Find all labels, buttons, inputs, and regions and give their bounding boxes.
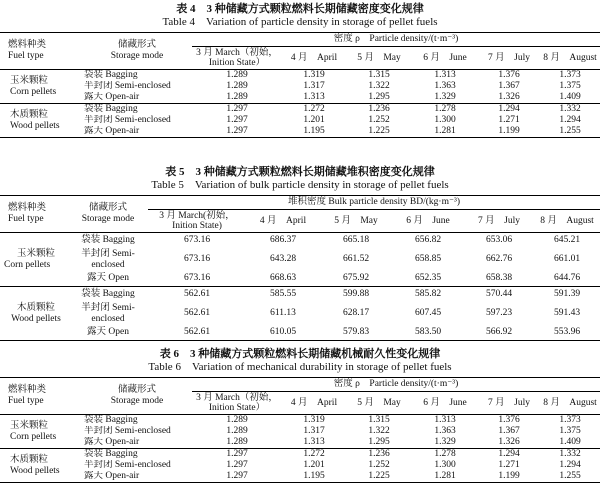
table-row bbox=[0, 81, 600, 92]
value-cell: 1.375 bbox=[559, 81, 581, 91]
value-cell: 643.28 bbox=[269, 254, 297, 264]
fuel-type-cell: 木质颗粒 Wood pellets bbox=[0, 449, 82, 483]
value-cell: 658.85 bbox=[414, 254, 442, 264]
value-cell: 1.278 bbox=[434, 104, 456, 114]
value-cell: 1.199 bbox=[478, 471, 540, 483]
month-header: 5 月 May bbox=[346, 392, 412, 415]
value-cell: 1.294 bbox=[498, 449, 520, 459]
table-row bbox=[0, 70, 600, 82]
value-cell: 607.45 bbox=[414, 308, 442, 318]
value-cell: 668.63 bbox=[246, 272, 320, 287]
month-header: 6 月 June bbox=[392, 210, 464, 233]
month-header: 4 月 April bbox=[282, 392, 346, 415]
fuel-type-cell: 木质颗粒 Wood pellets bbox=[0, 287, 68, 341]
value-cell: 652.35 bbox=[392, 272, 464, 287]
value-cell: 1.326 bbox=[478, 92, 540, 104]
value-cell: 1.195 bbox=[282, 471, 346, 483]
value-cell: 599.88 bbox=[342, 288, 370, 299]
storage-mode-cell: 露天 Open-air bbox=[82, 126, 192, 138]
value-cell: 579.83 bbox=[320, 326, 392, 341]
month-header: 3 月 March(初始，Inition State) bbox=[148, 210, 246, 233]
value-cell: 1.236 bbox=[368, 104, 390, 114]
storage-mode-cell: 半封闭 Semi-enclosed bbox=[84, 426, 171, 436]
value-cell: 1.289 bbox=[192, 92, 282, 104]
value-cell: 1.271 bbox=[498, 460, 520, 470]
table-row bbox=[0, 92, 600, 104]
value-cell: 1.297 bbox=[192, 126, 282, 138]
month-header: 4 月 April bbox=[246, 210, 320, 233]
value-cell: 1.272 bbox=[303, 449, 325, 459]
caption-en: Table 6 Variation of mechanical durability in storage of pellet fuels bbox=[148, 361, 452, 373]
storage-mode-cell: 半封闭 Semi-enclosed bbox=[84, 115, 171, 125]
value-cell: 1.289 bbox=[192, 437, 282, 449]
table-row bbox=[0, 415, 600, 427]
storage-mode-cell: 半封闭 Semi-enclosed bbox=[81, 302, 135, 324]
storage-mode-cell: 半封闭 Semi-enclosed bbox=[81, 248, 135, 270]
value-cell: 1.332 bbox=[559, 104, 581, 114]
value-cell: 570.44 bbox=[485, 288, 513, 299]
value-cell: 591.39 bbox=[553, 288, 581, 299]
value-cell: 656.82 bbox=[414, 234, 442, 245]
table-5 bbox=[0, 166, 600, 341]
value-cell: 665.18 bbox=[342, 234, 370, 245]
caption-en: Table 4 Variation of particle density in storage of pellet fuels bbox=[162, 16, 438, 28]
table-caption bbox=[0, 166, 600, 192]
table-4 bbox=[0, 3, 600, 138]
value-cell: 1.319 bbox=[303, 70, 325, 80]
month-header: 6 月 June bbox=[412, 392, 478, 415]
value-cell: 1.199 bbox=[478, 126, 540, 138]
caption-zh: 表 4 3 种储藏方式颗粒燃料长期储藏密度变化规律 bbox=[176, 3, 424, 15]
header-fuel-type: 燃料种类 Fuel type bbox=[0, 378, 82, 415]
value-cell: 1.315 bbox=[368, 415, 390, 425]
caption-en: Table 5 Variation of bulk particle density in storage of pellet fuels bbox=[151, 179, 449, 191]
table-row bbox=[0, 104, 600, 116]
table-row bbox=[0, 287, 600, 302]
header-fuel-type: 燃料种类 Fuel type bbox=[0, 196, 68, 233]
fuel-type-cell: 玉米颗粒 Corn pellets bbox=[0, 415, 82, 449]
value-cell: 1.294 bbox=[559, 115, 581, 125]
value-cell: 583.50 bbox=[392, 326, 464, 341]
value-cell: 1.376 bbox=[498, 415, 520, 425]
value-cell: 553.96 bbox=[534, 326, 600, 341]
value-cell: 1.300 bbox=[434, 115, 456, 125]
storage-mode-cell: 袋装 Bagging bbox=[84, 415, 138, 425]
value-cell: 1.317 bbox=[303, 81, 325, 91]
fuel-type-cell: 玉米颗粒 Corn pellets bbox=[0, 70, 82, 104]
value-cell: 1.317 bbox=[303, 426, 325, 436]
value-cell: 1.363 bbox=[434, 81, 456, 91]
value-cell: 673.16 bbox=[183, 234, 211, 245]
value-cell: 1.409 bbox=[540, 92, 600, 104]
value-cell: 1.297 bbox=[226, 460, 248, 470]
data-table bbox=[0, 377, 600, 483]
storage-mode-cell: 袋装 Bagging bbox=[84, 70, 138, 80]
storage-mode-cell: 袋装 Bagging bbox=[84, 104, 138, 114]
storage-mode-cell: 露天 Open-air bbox=[82, 471, 192, 483]
value-cell: 1.289 bbox=[226, 70, 248, 80]
value-cell: 661.01 bbox=[553, 254, 581, 264]
value-cell: 673.16 bbox=[148, 272, 246, 287]
month-header: 6 月 June bbox=[412, 47, 478, 70]
header-storage-mode: 储藏形式 Storage mode bbox=[82, 33, 192, 70]
value-cell: 597.23 bbox=[485, 308, 513, 318]
value-cell: 1.272 bbox=[303, 104, 325, 114]
value-cell: 1.363 bbox=[434, 426, 456, 436]
value-cell: 658.38 bbox=[464, 272, 534, 287]
storage-mode-cell: 半封闭 Semi-enclosed bbox=[84, 81, 171, 91]
value-cell: 1.373 bbox=[559, 415, 581, 425]
data-table bbox=[0, 32, 600, 138]
value-cell: 610.05 bbox=[246, 326, 320, 341]
storage-mode-cell: 袋装 Bagging bbox=[84, 449, 138, 459]
value-cell: 662.76 bbox=[485, 254, 513, 264]
table-row bbox=[0, 460, 600, 471]
value-cell: 675.92 bbox=[320, 272, 392, 287]
value-cell: 1.373 bbox=[559, 70, 581, 80]
value-cell: 1.297 bbox=[226, 449, 248, 459]
value-cell: 1.255 bbox=[540, 126, 600, 138]
header-storage-mode: 储藏形式 Storage mode bbox=[68, 196, 148, 233]
value-cell: 1.313 bbox=[282, 437, 346, 449]
month-header: 3 月 March（初始，Inition State） bbox=[192, 392, 282, 415]
value-cell: 611.13 bbox=[270, 308, 296, 318]
value-cell: 1.297 bbox=[226, 104, 248, 114]
value-cell: 661.52 bbox=[342, 254, 370, 264]
table-6 bbox=[0, 348, 600, 483]
value-cell: 1.319 bbox=[303, 415, 325, 425]
table-row bbox=[0, 471, 600, 483]
table-caption bbox=[0, 348, 600, 374]
value-cell: 1.297 bbox=[226, 115, 248, 125]
header-measure: 密度 ρ Particle density/(t·m⁻³) bbox=[192, 33, 600, 47]
table-caption bbox=[0, 3, 600, 29]
month-header: 7 月 July bbox=[478, 392, 540, 415]
value-cell: 1.297 bbox=[192, 471, 282, 483]
table-row bbox=[0, 437, 600, 449]
header-storage-mode: 储藏形式 Storage mode bbox=[82, 378, 192, 415]
value-cell: 1.201 bbox=[303, 115, 325, 125]
header-measure: 密度 ρ Particle density/(t·m⁻³) bbox=[192, 378, 600, 392]
month-header: 5 月 May bbox=[346, 47, 412, 70]
table-row bbox=[0, 233, 600, 248]
table-row bbox=[0, 248, 600, 272]
storage-mode-cell: 袋装 Bagging bbox=[81, 234, 135, 245]
value-cell: 1.281 bbox=[412, 126, 478, 138]
value-cell: 562.61 bbox=[183, 308, 211, 318]
value-cell: 566.92 bbox=[464, 326, 534, 341]
table-row bbox=[0, 115, 600, 126]
value-cell: 686.37 bbox=[269, 234, 297, 245]
value-cell: 562.61 bbox=[183, 288, 211, 299]
value-cell: 1.322 bbox=[368, 426, 390, 436]
month-header: 7 月 July bbox=[464, 210, 534, 233]
month-header: 5 月 May bbox=[320, 210, 392, 233]
data-table bbox=[0, 195, 600, 341]
value-cell: 645.21 bbox=[553, 234, 581, 245]
month-header: 8 月 August bbox=[540, 392, 600, 415]
value-cell: 1.252 bbox=[368, 460, 390, 470]
value-cell: 1.326 bbox=[478, 437, 540, 449]
value-cell: 1.409 bbox=[540, 437, 600, 449]
value-cell: 1.367 bbox=[498, 426, 520, 436]
value-cell: 1.225 bbox=[346, 126, 412, 138]
storage-mode-cell: 露天 Open bbox=[68, 326, 148, 341]
table-row bbox=[0, 126, 600, 138]
value-cell: 1.375 bbox=[559, 426, 581, 436]
value-cell: 644.76 bbox=[534, 272, 600, 287]
value-cell: 1.329 bbox=[412, 437, 478, 449]
value-cell: 1.367 bbox=[498, 81, 520, 91]
caption-zh: 表 6 3 种储藏方式颗粒燃料长期储藏机械耐久性变化规律 bbox=[159, 348, 441, 360]
value-cell: 673.16 bbox=[183, 254, 211, 264]
value-cell: 562.61 bbox=[148, 326, 246, 341]
fuel-type-cell: 木质颗粒 Wood pellets bbox=[0, 104, 82, 138]
caption-zh: 表 5 3 种储藏方式颗粒燃料长期储藏堆积密度变化规律 bbox=[165, 166, 435, 178]
value-cell: 1.281 bbox=[412, 471, 478, 483]
storage-mode-cell: 露天 Open-air bbox=[82, 92, 192, 104]
value-cell: 585.55 bbox=[269, 288, 297, 299]
value-cell: 591.43 bbox=[553, 308, 581, 318]
month-header: 8 月 August bbox=[540, 47, 600, 70]
value-cell: 1.252 bbox=[368, 115, 390, 125]
table-row bbox=[0, 326, 600, 341]
value-cell: 1.271 bbox=[498, 115, 520, 125]
value-cell: 1.236 bbox=[368, 449, 390, 459]
value-cell: 1.255 bbox=[540, 471, 600, 483]
month-header: 3 月 March（初始，Inition State） bbox=[192, 47, 282, 70]
fuel-type-cell: 玉米颗粒 Corn pellets bbox=[0, 233, 68, 287]
table-row bbox=[0, 449, 600, 461]
value-cell: 1.195 bbox=[282, 126, 346, 138]
value-cell: 1.313 bbox=[434, 70, 456, 80]
month-header: 8 月 August bbox=[534, 210, 600, 233]
value-cell: 1.295 bbox=[346, 92, 412, 104]
value-cell: 1.289 bbox=[226, 81, 248, 91]
value-cell: 1.329 bbox=[412, 92, 478, 104]
value-cell: 1.294 bbox=[559, 460, 581, 470]
value-cell: 653.06 bbox=[485, 234, 513, 245]
value-cell: 1.313 bbox=[282, 92, 346, 104]
header-fuel-type: 燃料种类 Fuel type bbox=[0, 33, 82, 70]
value-cell: 1.300 bbox=[434, 460, 456, 470]
value-cell: 1.332 bbox=[559, 449, 581, 459]
month-header: 4 月 April bbox=[282, 47, 346, 70]
value-cell: 1.289 bbox=[226, 426, 248, 436]
table-row bbox=[0, 426, 600, 437]
storage-mode-cell: 袋装 Bagging bbox=[81, 288, 135, 299]
storage-mode-cell: 半封闭 Semi-enclosed bbox=[84, 460, 171, 470]
header-measure: 堆积密度 Bulk particle density BD/(kg·m⁻³) bbox=[148, 196, 600, 210]
storage-mode-cell: 露天 Open bbox=[68, 272, 148, 287]
value-cell: 1.294 bbox=[498, 104, 520, 114]
storage-mode-cell: 露天 Open-air bbox=[82, 437, 192, 449]
value-cell: 1.322 bbox=[368, 81, 390, 91]
value-cell: 1.376 bbox=[498, 70, 520, 80]
value-cell: 1.313 bbox=[434, 415, 456, 425]
table-row bbox=[0, 302, 600, 326]
value-cell: 1.289 bbox=[226, 415, 248, 425]
value-cell: 628.17 bbox=[342, 308, 370, 318]
value-cell: 1.315 bbox=[368, 70, 390, 80]
value-cell: 1.295 bbox=[346, 437, 412, 449]
value-cell: 585.82 bbox=[414, 288, 442, 299]
month-header: 7 月 July bbox=[478, 47, 540, 70]
table-row bbox=[0, 272, 600, 287]
value-cell: 1.278 bbox=[434, 449, 456, 459]
value-cell: 1.201 bbox=[303, 460, 325, 470]
value-cell: 1.225 bbox=[346, 471, 412, 483]
